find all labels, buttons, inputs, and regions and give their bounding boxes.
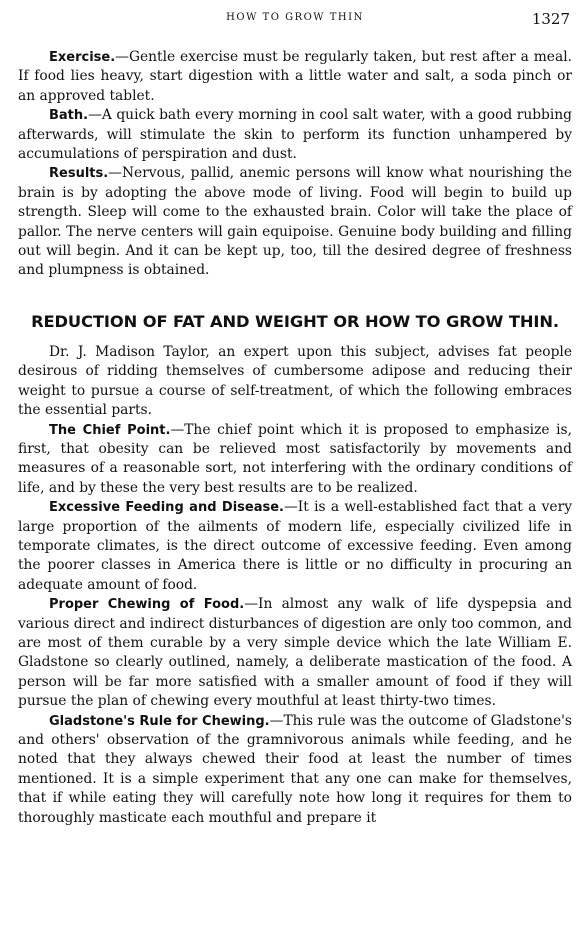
paragraph-text-gladstone-rule: —This rule was the outcome of Gladstone's and others' observation of the gramnivorous animals while feeding, and he noted that they always chewed their food at least the number of times mentioned. It is a simple experiment that any one can make for themselves, that if while eating they will carefully note how long it requires for them to thoroughly masticate each mouthful and prepare it — [18, 712, 572, 826]
paragraph-text-excessive-feeding: —It is a well-established fact that a very large proportion of the ailments of modern life, especially civilized life in temporate climates, is the direct outcome of excessive feeding. Even among the poorer classes in America there is little or no difficulty in procuring an adequate amount of food. — [18, 499, 572, 593]
running-head — [18, 10, 572, 32]
paragraph-text-exercise: —Gentle exercise must be regularly taken, but rest after a meal. If food lies heavy, start digestion with a little water and salt, a soda pinch or an approved tablet. — [18, 49, 572, 104]
section-building-up — [18, 48, 572, 281]
section-heading: REDUCTION OF FAT AND WEIGHT OR HOW TO GROW THIN. — [31, 311, 559, 331]
paragraph-text-chief-point: —The chief point which it is proposed to emphasize is, first, that obesity can be relieved most satisfactorily by movements and measures of a reasonable sort, not interfering with the ordinary conditions of life, and by these the very best results are to be realized. — [18, 421, 572, 496]
paragraph-text-proper-chewing: —In almost any walk of life dyspepsia and various direct and indirect disturbances of digestion are only too common, and are most of them curable by a very simple device which the late William E. Gladstone so clearly outlined, namely, a deliberate mastication of the food. A person will be far more satisfied with a smaller amount of food if they will pursue the plan of chewing every mouthful at least thirty-two times. — [18, 596, 573, 710]
runin-heading-gladstone-rule: Gladstone's Rule for Chewing. — [49, 713, 270, 729]
paragraph-bath — [18, 106, 572, 164]
paragraph-proper-chewing — [18, 595, 572, 711]
running-title: HOW TO GROW THIN — [226, 12, 364, 23]
runin-heading-chief-point: The Chief Point. — [49, 422, 171, 438]
paragraph-text-results: —Nervous, pallid, anemic persons will know what nourishing the brain is by adopting the above mode of living. Food will begin to build up strength. Sleep will come to the exhausted brain. Color will take the place of pallor. The nerve centers will gain equipoise. Genuine body building and filling out will begin. And it can be kept up, too, till the desired degree of freshness and plumpness is obtained. — [18, 165, 572, 279]
paragraph-chief-point — [18, 421, 572, 499]
runin-heading-bath: Bath. — [49, 108, 89, 124]
runin-heading-proper-chewing: Proper Chewing of Food. — [49, 597, 245, 613]
paragraph-exercise — [18, 48, 572, 106]
paragraph-excessive-feeding — [18, 498, 572, 595]
paragraph-text-bath: —A quick bath every morning in cool salt water, with a good rubbing afterwards, will stimulate the skin to perform its function unhampered by accumulations of perspiration and dust. — [18, 107, 572, 163]
paragraph-gladstone-rule — [18, 712, 572, 828]
paragraph-results — [18, 164, 572, 280]
runin-heading-exercise: Exercise. — [49, 50, 116, 65]
page-number: 1327 — [531, 10, 570, 28]
section-reduction — [18, 343, 572, 828]
runin-heading-excessive-feeding: Excessive Feeding and Disease. — [49, 500, 284, 516]
runin-heading-results: Results. — [49, 166, 109, 182]
paragraph-intro: Dr. J. Madison Taylor, an expert upon this subject, advises fat people desirous of ridding themselves of cumbersome adipose and reducing their weight to pursue a course of self-treatment, of which the following embraces the essential parts. — [18, 343, 572, 419]
